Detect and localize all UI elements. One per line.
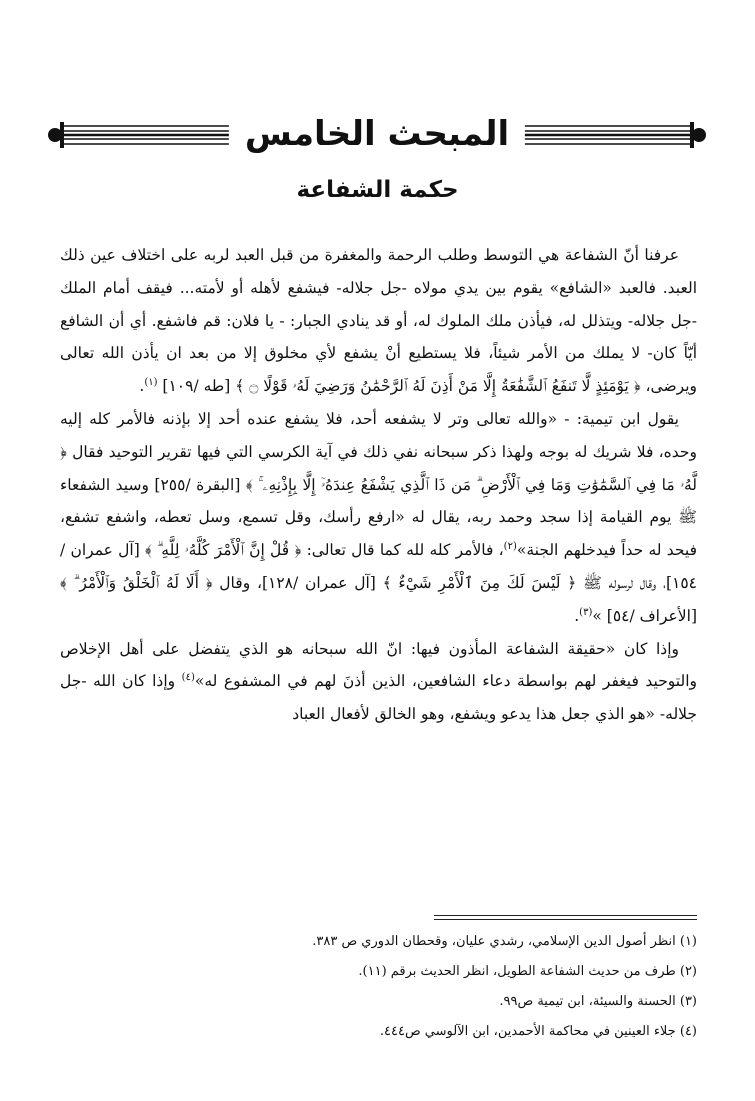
paragraph-2-text-e: [آل عمران /١٢٨]، وقال: [212, 573, 383, 592]
footnote-marker-2: (٢): [503, 541, 517, 553]
footnote-4: (٤) جلاء العينين في محاكمة الأحمدين، ابن الآلوسي ص٤٤٤.: [379, 1024, 697, 1039]
footnote-marker-3: (٣): [579, 606, 593, 618]
paragraph-2-text-c: ، فالأمر كله لله كما قال تعالى:: [301, 541, 504, 560]
footnote-2: (٢) طرف من حديث الشفاعة الطويل، انظر الحديث برقم (١١).: [358, 964, 697, 979]
paragraph-2-text: يقول ابن تيمية: - «والله تعالى وتر لا يشفعه أحد، فلا يشفع عنده أحد إلا بإذنه فالأمر كله إليه وحده، فلا شريك له بوجه ولهذا ذكر سبحانه نفي ذلك في آية الكرسي التي فيها تقرير التوحيد فقال: [60, 409, 697, 461]
paragraph-2: [60, 403, 697, 633]
verse-reference: [طه /١٠٩]: [157, 377, 236, 396]
paragraph-1-end: .: [139, 377, 145, 396]
paragraph-1-text: عرفنا أنّ الشفاعة هي التوسط وطلب الرحمة والمغفرة من قبل العبد لربه على اختلاف عين ذلك العبد. فالعبد «الشافع» يقوم بين يدي مولاه -جل جلاله- فيشفع لأهله أو لأمته... فيقف أمام الملك -جل جلاله- ويتذلل له، فيأذن ملك الملوك له، أو قد ينادي الجبار: - يا فلان: قم فاشفع. أي أن الشافع أيّاً كان- لا يملك من الأمر شيئاً، فلا يستطيع أنْ يشفع لأي مخلوق إلا من بعد ان يأذن الله تعالى ويرضى،: [60, 246, 697, 396]
footnote-divider: [434, 919, 697, 920]
paragraph-2-text-f: [الأعراف /٥٤] »: [592, 606, 697, 625]
chapter-title: المبحث الخامس: [229, 108, 525, 160]
footnote-3: (٣) الحسنة والسيئة، ابن تيمية ص٩٩.: [499, 994, 697, 1009]
paragraph-3-text-b: وإذا كان الله -جل جلاله- «هو الذي جعل هذا يدعو ويشفع، وهو الخالق لأفعال العباد: [60, 672, 697, 724]
body-text: [60, 239, 697, 731]
paragraph-3: [60, 633, 697, 731]
chapter-header: [48, 108, 706, 164]
quran-verse: ﴿ يَوْمَئِذٍ لَّا تَنفَعُ ٱلشَّفَٰعَةُ إِلَّا مَنْ أَذِنَ لَهُ ٱلرَّحْمَٰنُ وَرَضِيَ لَهُۥ قَوْلًا ۝ ﴾: [235, 377, 641, 396]
paragraph-2-end: .: [574, 606, 580, 625]
paragraph-1: [60, 239, 697, 403]
footnote-marker-1: (١): [144, 377, 158, 389]
quran-verse: ﴿ لَّهُۥ مَا فِي ٱلسَّمَٰوَٰتِ وَمَا فِي ٱلْأَرْضِ ۗ مَن ذَا ٱلَّذِي يَشْفَعُ عِندَهُۥٓ إِلَّا بِإِذْنِهِۦ ۚ ﴾: [60, 442, 697, 494]
quran-verse: ﴿ أَلَا لَهُ ٱلْخَلْقُ وَٱلْأَمْرُ ۗ ﴾: [60, 573, 213, 592]
footnotes: [60, 927, 697, 1047]
quran-verse: ﴿ قُلْ إِنَّ ٱلْأَمْرَ كُلَّهُۥ لِلَّهِ ۗ ﴾: [145, 541, 302, 560]
paragraph-2-text-d: [آل عمران /١٥٤]، وقال لرسوله ﷺ: [60, 541, 697, 592]
section-title: حكمة الشفاعة: [296, 177, 459, 203]
footnote-1: (١) انظر أصول الدين الإسلامي، رشدي عليان، وقحطان الدوري ص ٣٨٣.: [312, 934, 697, 949]
quran-verse: ﴿ لَيْسَ لَكَ مِنَ ٱلْأَمْرِ شَيْءٌ ﴾: [382, 573, 577, 592]
footnote-marker-4: (٤): [181, 672, 195, 684]
paragraph-2-text-b: [البقرة /٢٥٥] وسيد الشفعاء ﷺ يوم القيامة إذا سجد وحمد ربه، يقال له «ارفع رأسك، وقل تسمع، وسل تعطه، واشفع تشفع، فيحد له حداً فيدخلهم الجنة»: [60, 475, 697, 560]
paragraph-3-text: وإذا كان «حقيقة الشفاعة المأذون فيها: انّ الله سبحانه هو الذي يتفضل على أهل الإخلاص والتوحيد فيغفر لهم بواسطة دعاء الشافعين، الذين أذنَ لهم في المشفوع له»: [60, 639, 697, 691]
footnote-divider: [434, 915, 697, 916]
